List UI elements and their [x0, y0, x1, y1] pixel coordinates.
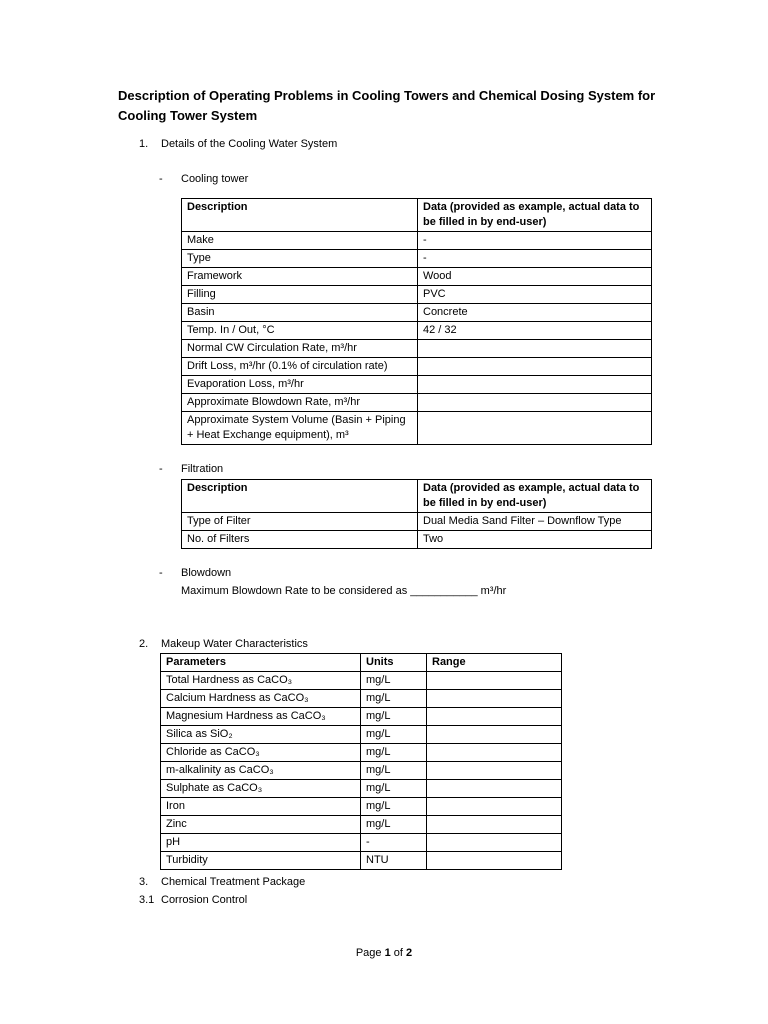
table-cell: mg/L	[361, 672, 427, 690]
table-cell: Magnesium Hardness as CaCO₃	[161, 708, 361, 726]
subsection-number: 3.1	[139, 894, 155, 906]
table-cell: Make	[182, 232, 418, 250]
table-cell: Approximate Blowdown Rate, m³/hr	[182, 394, 418, 412]
document-title: Description of Operating Problems in Cooling Towers and Chemical Dosing System for Cooling Tower System	[118, 88, 656, 123]
table-row	[182, 250, 652, 268]
table-cell: NTU	[361, 852, 427, 870]
table-cell: PVC	[418, 286, 652, 304]
table-cell: Basin	[182, 304, 418, 322]
table-row	[161, 816, 562, 834]
table-cell: Drift Loss, m³/hr (0.1% of circulation rate)	[182, 358, 418, 376]
table-row	[161, 852, 562, 870]
table-cell	[427, 708, 562, 726]
table-cell: Temp. In / Out, °C	[182, 322, 418, 340]
table-cell	[427, 834, 562, 852]
table-cell	[418, 358, 652, 376]
table-cell: -	[418, 232, 652, 250]
header-cell: Description	[182, 480, 418, 513]
table-cell	[418, 394, 652, 412]
table-cell	[427, 672, 562, 690]
table-cell	[427, 816, 562, 834]
table-row	[182, 358, 652, 376]
cooling-tower-table	[181, 198, 652, 445]
table-cell	[427, 780, 562, 798]
table-cell: Calcium Hardness as CaCO₃	[161, 690, 361, 708]
bullet-dash: -	[159, 463, 163, 475]
table-row	[161, 744, 562, 762]
section-1-heading	[139, 136, 337, 152]
table-row	[161, 690, 562, 708]
table-header-row	[182, 480, 652, 513]
table-row	[182, 322, 652, 340]
page-label: Page	[355, 947, 382, 959]
table-row	[182, 513, 652, 531]
section-3-1-heading	[139, 892, 247, 908]
section-number: 2.	[139, 638, 149, 650]
filtration-label	[159, 461, 223, 477]
makeup-water-table	[160, 653, 562, 870]
table-row	[182, 376, 652, 394]
table-cell: mg/L	[361, 744, 427, 762]
table-cell: Zinc	[161, 816, 361, 834]
table-row	[161, 672, 562, 690]
table-row	[182, 412, 652, 445]
table-cell	[427, 798, 562, 816]
table-cell: Type of Filter	[182, 513, 418, 531]
section-title: Makeup Water Characteristics	[161, 638, 308, 650]
page-total: 2	[406, 947, 413, 959]
table-cell	[418, 412, 652, 445]
table-cell: Silica as SiO₂	[161, 726, 361, 744]
table-cell	[427, 744, 562, 762]
table-cell: -	[418, 250, 652, 268]
table-cell: Filling	[182, 286, 418, 304]
table-cell: Framework	[182, 268, 418, 286]
table-row	[161, 798, 562, 816]
section-number: 1.	[139, 138, 149, 150]
table-row	[161, 726, 562, 744]
table-cell: pH	[161, 834, 361, 852]
cooling-tower-label	[159, 171, 248, 187]
header-cell: Units	[361, 654, 427, 672]
table-header-row	[182, 199, 652, 232]
table-cell: m-alkalinity as CaCO₃	[161, 762, 361, 780]
table-row	[182, 268, 652, 286]
table-cell: mg/L	[361, 780, 427, 798]
table-cell	[427, 762, 562, 780]
table-cell	[418, 340, 652, 358]
table-cell: Dual Media Sand Filter – Downflow Type	[418, 513, 652, 531]
table-cell	[427, 852, 562, 870]
header-cell: Data (provided as example, actual data to be filled in by end-user)	[418, 480, 652, 513]
section-3-heading	[139, 874, 305, 890]
bullet-dash: -	[159, 173, 163, 185]
table-cell: Iron	[161, 798, 361, 816]
blowdown-rate-line: Maximum Blowdown Rate to be considered as ___________ m³/hr	[181, 585, 507, 597]
table-cell: Turbidity	[161, 852, 361, 870]
page-of: of	[393, 947, 403, 959]
subsection-title: Blowdown	[181, 567, 232, 579]
table-row	[182, 531, 652, 549]
subsection-title: Filtration	[181, 463, 224, 475]
table-cell: mg/L	[361, 762, 427, 780]
table-row	[161, 834, 562, 852]
table-header-row	[161, 654, 562, 672]
table-cell: Evaporation Loss, m³/hr	[182, 376, 418, 394]
table-cell	[418, 376, 652, 394]
table-cell: mg/L	[361, 708, 427, 726]
table-cell: mg/L	[361, 690, 427, 708]
table-row	[182, 232, 652, 250]
table-cell: mg/L	[361, 726, 427, 744]
table-cell: -	[361, 834, 427, 852]
section-title: Details of the Cooling Water System	[161, 138, 338, 150]
table-cell	[427, 690, 562, 708]
header-cell: Description	[182, 199, 418, 232]
table-cell: Two	[418, 531, 652, 549]
header-cell: Data (provided as example, actual data to be filled in by end-user)	[418, 199, 652, 232]
table-cell: mg/L	[361, 816, 427, 834]
subsection-title: Corrosion Control	[161, 894, 248, 906]
table-row	[182, 286, 652, 304]
table-cell: mg/L	[361, 798, 427, 816]
table-cell: 42 / 32	[418, 322, 652, 340]
section-2-heading	[139, 636, 308, 652]
section-number: 3.	[139, 876, 149, 888]
table-cell: Sulphate as CaCO₃	[161, 780, 361, 798]
table-cell: Approximate System Volume (Basin + Piping + Heat Exchange equipment), m³	[182, 412, 418, 445]
header-cell: Parameters	[161, 654, 361, 672]
table-cell: No. of Filters	[182, 531, 418, 549]
table-row	[182, 340, 652, 358]
section-title: Chemical Treatment Package	[161, 876, 306, 888]
table-cell: Concrete	[418, 304, 652, 322]
filtration-table	[181, 479, 652, 549]
blowdown-label	[159, 565, 231, 581]
table-cell	[427, 726, 562, 744]
table-row	[161, 708, 562, 726]
bullet-dash: -	[159, 567, 163, 579]
table-cell: Total Hardness as CaCO₃	[161, 672, 361, 690]
table-row	[182, 304, 652, 322]
table-row	[161, 780, 562, 798]
header-cell: Range	[427, 654, 562, 672]
page-current: 1	[384, 947, 391, 959]
page-footer	[0, 947, 768, 961]
table-cell: Wood	[418, 268, 652, 286]
subsection-title: Cooling tower	[181, 173, 249, 185]
table-row	[161, 762, 562, 780]
table-row	[182, 394, 652, 412]
table-cell: Chloride as CaCO₃	[161, 744, 361, 762]
table-cell: Type	[182, 250, 418, 268]
table-cell: Normal CW Circulation Rate, m³/hr	[182, 340, 418, 358]
